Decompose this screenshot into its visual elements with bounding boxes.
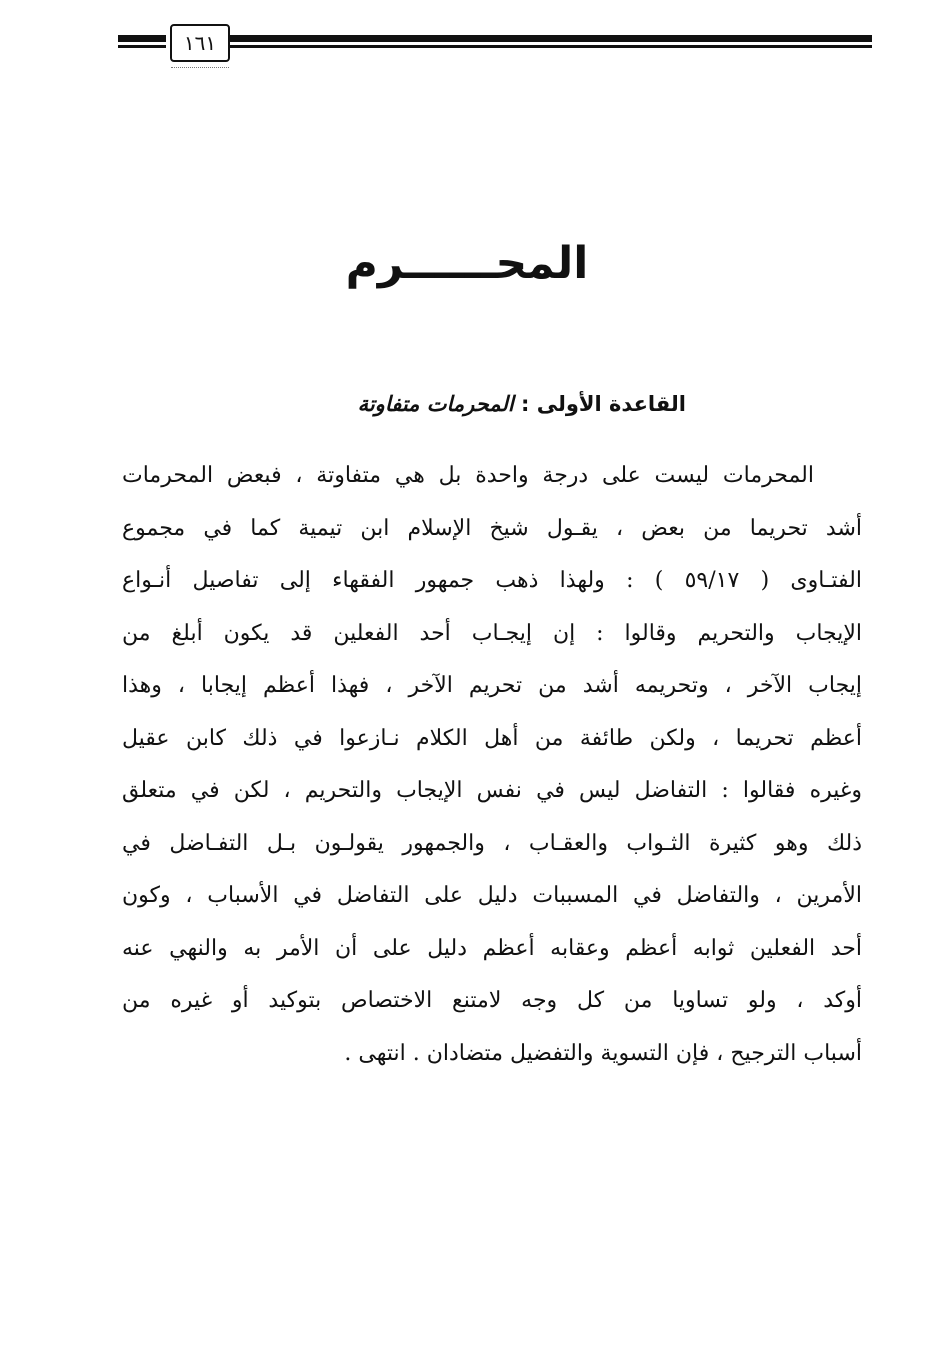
body-line: الفتـاوى ( ٥٩/١٧ ) : ولهذا ذهب جمهور الفقهاء إلى تفاصيل أنـواع xyxy=(122,568,862,593)
body-line: أسباب الترجيح ، فإن التسوية والتفضيل متضادان . انتهى . xyxy=(344,1040,862,1066)
header-rule-left-thin xyxy=(118,45,166,48)
header-rule-left xyxy=(118,35,166,42)
body-line: أشد تحريما من بعض ، يقـول شيخ الإسلام ابن تيمية كما في مجموع xyxy=(122,515,862,541)
body-line: إيجاب الآخر ، وتحريمه أشد من تحريم الآخر ، فهذا أعظم إيجابا ، وهذا xyxy=(122,673,862,698)
page-header xyxy=(118,30,872,66)
rule-heading xyxy=(246,392,686,416)
chapter-title: المحــــــرم xyxy=(345,238,589,289)
body-line: أحد الفعلين ثوابه أعظم وعقابه أعظم دليل على أن الأمر به والنهي عنه xyxy=(122,935,862,961)
header-rule-right-thin xyxy=(230,45,872,48)
body-line: أعظم تحريما ، ولكن طائفة من أهل الكلام نـازعوا في ذلك كابن عقيل xyxy=(122,725,862,751)
body-line: الإيجاب والتحريم وقالوا : إن إيجـاب أحد الفعلين قد يكون أبلغ من xyxy=(122,620,862,646)
body-line: الأمرين ، والتفاضل في المسببات دليل على التفاضل في الأسباب ، وكون xyxy=(122,883,862,908)
rule-subject: المحرمات متفاوتة xyxy=(357,392,514,416)
body-line: ذلك وهو كثيرة الثـواب والعقـاب ، والجمهور يقولـون بـل التفـاضل في xyxy=(122,830,862,856)
body-line: المحرمات ليست على درجة واحدة بل هي متفاوتة ، فبعض المحرمات xyxy=(122,463,814,488)
body-line: أوكد ، ولو تساويا من كل وجه لامتنع الاختصاص بتوكيد أو غيره من xyxy=(122,988,862,1013)
page-number: ١٦١ xyxy=(170,24,230,62)
body-paragraph xyxy=(122,450,862,1080)
body-line: وغيره فقالوا : التفاضل ليس في نفس الإيجاب والتحريم ، لكن في متعلق xyxy=(122,778,862,803)
header-rule-right xyxy=(230,35,872,42)
rule-label: القاعدة الأولى : xyxy=(521,392,686,416)
